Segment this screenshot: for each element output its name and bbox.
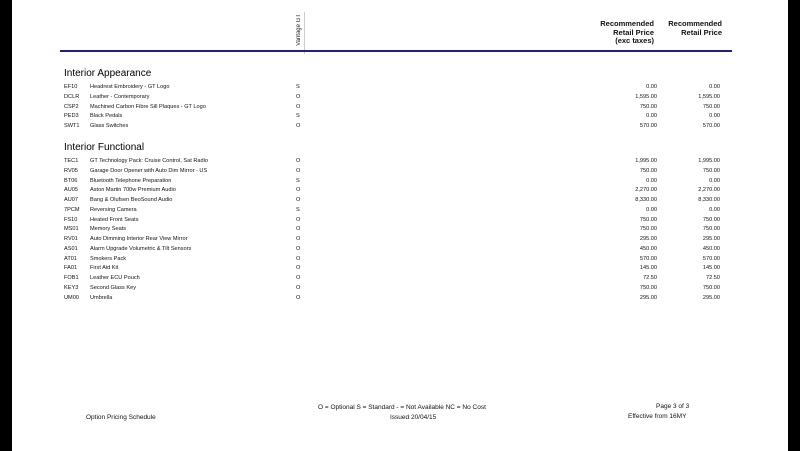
column-divider (304, 12, 305, 54)
option-code: MS01 (64, 226, 79, 233)
table-row (12, 196, 788, 205)
retail-price: 750.00 (702, 103, 720, 110)
option-code: AT01 (64, 255, 77, 262)
retail-price: 8,330.00 (698, 197, 720, 203)
table-row (12, 255, 788, 264)
retail-price: 570.00 (702, 255, 720, 262)
price-exc-taxes: 0.00 (646, 84, 657, 90)
retail-price: 0.00 (709, 177, 720, 184)
option-code: FA01 (64, 265, 78, 272)
option-code: UM00 (64, 294, 79, 301)
option-description: Auto Dimming Interior Rear View Mirror (90, 236, 188, 242)
price-exc-taxes: 295.00 (639, 294, 657, 301)
retail-price: 750.00 (702, 284, 720, 291)
table-row (12, 264, 788, 273)
price-column-header (650, 20, 722, 37)
option-description: Garage Door Opener with Auto Dim Mirror - US (90, 167, 208, 174)
option-description: Alarm Upgrade Volumetric & Tilt Sensors (90, 245, 192, 252)
table-row (12, 112, 788, 121)
retail-price: 2,270.00 (698, 187, 720, 194)
effective-date: Effective from 16MY (628, 413, 687, 420)
retail-price: 145.00 (702, 265, 720, 272)
option-code: AS01 (64, 245, 78, 252)
retail-price: 72.50 (706, 275, 720, 281)
price-exc-taxes: 72.50 (643, 275, 657, 281)
price-exc-taxes: 750.00 (639, 226, 657, 233)
table-row (12, 225, 788, 234)
retail-price: 1,595.00 (698, 93, 720, 100)
header-line: Recommended (668, 19, 722, 28)
option-description: Leather ECU Pouch (90, 275, 140, 281)
retail-price: 750.00 (702, 226, 720, 233)
page-number: Page 3 of 3 (656, 403, 690, 410)
availability: O (296, 197, 301, 203)
model-column-header: Vantage GT (296, 14, 302, 46)
table-row (12, 284, 788, 293)
retail-price: 295.00 (702, 236, 720, 242)
availability: O (296, 284, 301, 291)
availability: S (296, 206, 300, 213)
availability: S (296, 177, 300, 184)
option-code: 7PCM (64, 206, 80, 213)
table-row (12, 103, 788, 112)
retail-price: 750.00 (702, 167, 720, 174)
price-column-header-exc-taxes (572, 20, 654, 46)
option-code: TEC1 (64, 158, 79, 164)
price-exc-taxes: 1,995.00 (635, 158, 657, 164)
option-description: Machined Carbon Fibre Sill Plaques - GT Logo (90, 103, 206, 110)
option-description: Black Pedals (90, 113, 123, 120)
header-line: Retail Price (613, 27, 654, 37)
option-code: DCLR (64, 93, 80, 100)
footer-title: Option Pricing Schedule (86, 414, 156, 421)
table-row (12, 186, 788, 195)
retail-price: 295.00 (702, 294, 720, 301)
option-code: KEY3 (64, 284, 79, 291)
price-exc-taxes: 295.00 (639, 236, 657, 242)
retail-price: 1,995.00 (698, 158, 720, 164)
table-row (12, 93, 788, 102)
price-exc-taxes: 570.00 (639, 123, 657, 129)
option-code: BT06 (64, 177, 78, 184)
price-exc-taxes: 450.00 (639, 245, 657, 252)
option-description: First Aid Kit (90, 265, 119, 272)
table-row (12, 83, 788, 92)
header-rule (60, 50, 732, 52)
availability: O (296, 294, 301, 301)
price-exc-taxes: 8,330.00 (635, 197, 657, 203)
price-exc-taxes: 750.00 (639, 216, 657, 223)
option-description: Headrest Embroidery - GT Logo (90, 84, 170, 90)
price-exc-taxes: 1,595.00 (635, 93, 657, 100)
retail-price: 450.00 (702, 245, 720, 252)
option-description: Reversing Camera (90, 206, 137, 213)
availability: O (296, 123, 301, 129)
price-exc-taxes: 2,270.00 (635, 187, 657, 194)
price-exc-taxes: 570.00 (639, 255, 657, 262)
table-row (12, 206, 788, 215)
section-title: Interior Appearance (64, 68, 152, 79)
table-row (12, 245, 788, 254)
option-description: Smokers Pack (90, 255, 127, 262)
availability: O (296, 245, 301, 252)
retail-price: 750.00 (702, 216, 720, 223)
option-description: Leather - Contemporary (90, 93, 150, 100)
option-description: Bang & Olufsen BeoSound Audio (90, 197, 173, 203)
availability: O (296, 275, 301, 281)
availability: O (296, 187, 301, 194)
table-row (12, 294, 788, 303)
option-code: RV05 (64, 167, 78, 174)
option-description: Heated Front Seats (90, 216, 139, 223)
option-description: Aston Martin 700w Premium Audio (90, 187, 176, 194)
availability: O (296, 216, 301, 223)
option-code: RV01 (64, 236, 78, 242)
availability: O (296, 226, 301, 233)
retail-price: 0.00 (709, 113, 720, 120)
option-code: AU07 (64, 197, 78, 203)
option-code: EF10 (64, 84, 78, 90)
availability: O (296, 265, 301, 272)
price-exc-taxes: 0.00 (646, 113, 657, 120)
availability: S (296, 84, 300, 90)
option-code: PED3 (64, 113, 79, 120)
option-description: Memory Seats (90, 226, 127, 233)
price-exc-taxes: 0.00 (646, 206, 657, 213)
option-code: FOB1 (64, 275, 79, 281)
table-row (12, 167, 788, 176)
price-exc-taxes: 750.00 (639, 167, 657, 174)
table-row (12, 235, 788, 244)
option-description: Second Glass Key (90, 284, 137, 291)
legend: O = Optional S = Standard - = Not Available NC = No Cost (318, 404, 486, 411)
availability: O (296, 167, 301, 174)
table-row (12, 216, 788, 225)
price-schedule-page (12, 0, 788, 451)
table-row (12, 157, 788, 166)
availability: O (296, 93, 301, 100)
option-code: SWT1 (64, 123, 80, 129)
retail-price: 570.00 (702, 123, 720, 129)
retail-price: 0.00 (709, 206, 720, 213)
availability: O (296, 158, 301, 164)
header-line: (exc taxes) (615, 36, 654, 45)
section-title: Interior Functional (64, 142, 145, 153)
availability: O (296, 255, 301, 262)
header-line: Retail Price (681, 27, 722, 37)
option-description: Umbrella (90, 294, 113, 301)
availability: S (296, 113, 300, 120)
price-exc-taxes: 0.00 (646, 177, 657, 184)
retail-price: 0.00 (709, 84, 720, 90)
header-line: Recommended (600, 19, 654, 28)
option-code: CSP2 (64, 103, 79, 110)
option-description: Bluetooth Telephone Preparation (90, 177, 172, 184)
option-description: Glass Switches (90, 123, 129, 129)
price-exc-taxes: 145.00 (639, 265, 657, 272)
availability: O (296, 236, 301, 242)
availability: O (296, 103, 301, 110)
option-description: GT Technology Pack: Cruise Control, Sat Radio (90, 158, 208, 164)
table-row (12, 122, 788, 131)
price-exc-taxes: 750.00 (639, 284, 657, 291)
option-code: AU05 (64, 187, 78, 194)
price-exc-taxes: 750.00 (639, 103, 657, 110)
issue-date: Issued 20/04/15 (390, 414, 437, 421)
table-row (12, 177, 788, 186)
table-row (12, 274, 788, 283)
option-code: FS10 (64, 216, 78, 223)
